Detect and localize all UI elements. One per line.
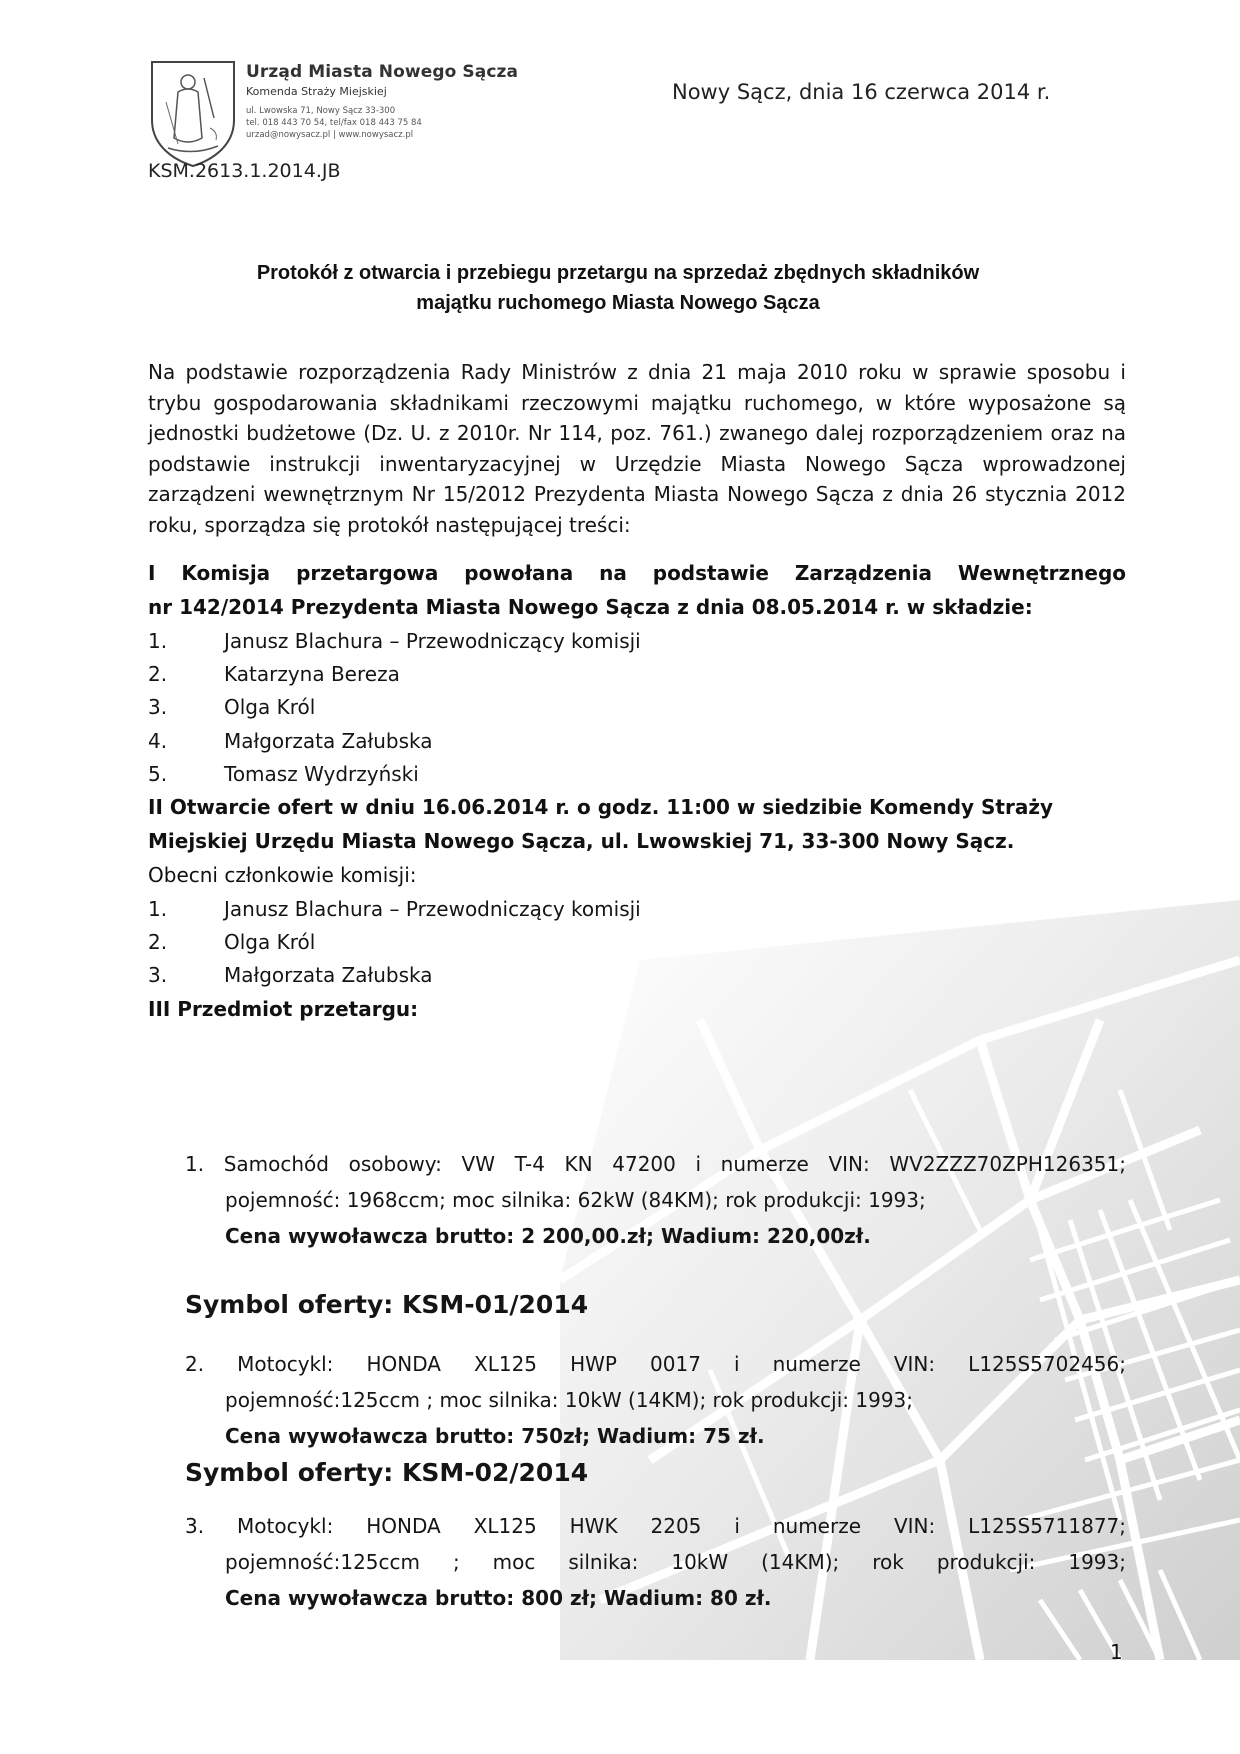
item-specs: pojemność:125ccm ; moc silnika: 10kW (14KM); rok produkcji: 1993; xyxy=(225,1550,1126,1574)
section-2-line-1: II Otwarcie ofert w dniu 16.06.2014 r. o godz. 11:00 w siedzibie Komendy Straży xyxy=(148,795,1054,819)
tender-item xyxy=(185,1508,1126,1616)
member-name: Olga Król xyxy=(224,930,316,954)
commission-member: 1. Janusz Blachura – Przewodniczący komisji xyxy=(148,629,641,653)
contact-block xyxy=(246,105,518,141)
tender-item xyxy=(185,1146,1126,1254)
member-name: Małgorzata Załubska xyxy=(224,729,433,753)
commission-member: 5. Tomasz Wydrzyński xyxy=(148,762,419,786)
tender-item xyxy=(185,1346,1126,1454)
present-member: 2. Olga Król xyxy=(148,930,316,954)
section-2-heading xyxy=(148,790,1126,892)
section-1-heading xyxy=(148,556,1126,624)
title-line-2: majątku ruchomego Miasta Nowego Sącza xyxy=(416,292,820,314)
present-members-label: Obecni członkowie komisji: xyxy=(148,863,417,887)
item-price: Cena wywoławcza brutto: 800 zł; Wadium: 80 zł. xyxy=(225,1586,772,1610)
item-specs: pojemność: 1968ccm; moc silnika: 62kW (84KM); rok produkcji: 1993; xyxy=(225,1188,926,1212)
offer-symbol: Symbol oferty: KSM-02/2014 xyxy=(185,1458,589,1487)
commission-member: 2. Katarzyna Bereza xyxy=(148,662,400,686)
section-3-heading: III Przedmiot przetargu: xyxy=(148,997,419,1021)
member-name: Tomasz Wydrzyński xyxy=(224,762,419,786)
section-1-line-1: I Komisja przetargowa powołana na podstawie Zarządzenia Wewnętrznego xyxy=(148,561,1126,585)
title-line-1: Protokół z otwarcia i przebiegu przetargu na sprzedaż zbędnych składników xyxy=(256,262,980,284)
member-name: Janusz Blachura – Przewodniczący komisji xyxy=(224,629,641,653)
web-line: urzad@nowysacz.pl | www.nowysacz.pl xyxy=(246,130,414,140)
offer-symbol: Symbol oferty: KSM-01/2014 xyxy=(185,1290,589,1319)
present-member: 1. Janusz Blachura – Przewodniczący komisji xyxy=(148,897,641,921)
section-2-line-2: Miejskiej Urzędu Miasta Nowego Sącza, ul. Lwowskiej 71, 33-300 Nowy Sącz. xyxy=(148,829,1015,853)
present-member: 3. Małgorzata Załubska xyxy=(148,963,433,987)
item-price: Cena wywoławcza brutto: 750zł; Wadium: 75 zł. xyxy=(225,1424,765,1448)
phone-line: tel. 018 443 70 54, tel/fax 018 443 75 84 xyxy=(246,118,422,128)
intro-paragraph: Na podstawie rozporządzenia Rady Ministrów z dnia 21 maja 2010 roku w sprawie sposobu i trybu gospodarowania składnikami rzeczowymi majątku ruchomego, w które wyposażone są jednostki budżetowe (Dz. U. z 2010r. Nr 114, poz. 761.) zwanego dalej rozporządzeniem oraz na podstawie instrukcji inwentaryzacyjnej w Urzędzie Miasta Nowego Sącza wprowadzonej zarządzeni wewnętrznym Nr 15/2012 Prezydenta Miasta Nowego Sącza z dnia 26 stycznia 2012 roku, sporządza się protokół następującej treści: xyxy=(148,360,1126,537)
member-name: Katarzyna Bereza xyxy=(224,662,400,686)
item-price: Cena wywoławcza brutto: 2 200,00.zł; Wadium: 220,00zł. xyxy=(225,1224,871,1248)
page-number: 1 xyxy=(1110,1640,1123,1664)
city-coat-of-arms-icon xyxy=(148,58,238,168)
member-name: Olga Król xyxy=(224,695,316,719)
member-name: Małgorzata Załubska xyxy=(224,963,433,987)
commission-member: 4. Małgorzata Załubska xyxy=(148,729,433,753)
member-name: Janusz Blachura – Przewodniczący komisji xyxy=(224,897,641,921)
letterhead xyxy=(246,62,518,141)
reference-number: KSM.2613.1.2014.JB xyxy=(148,160,341,182)
section-1-line-2: nr 142/2014 Prezydenta Miasta Nowego Sącza z dnia 08.05.2014 r. w składzie: xyxy=(148,595,1033,619)
item-description: 1. Samochód osobowy: VW T-4 KN 47200 i numerze VIN: WV2ZZZ70ZPH126351; xyxy=(185,1152,1126,1176)
item-description: 2. Motocykl: HONDA XL125 HWP 0017 i numerze VIN: L125S5702456; xyxy=(185,1352,1126,1376)
place-and-date: Nowy Sącz, dnia 16 czerwca 2014 r. xyxy=(672,80,1051,104)
document-title xyxy=(148,258,1088,318)
item-specs: pojemność:125ccm ; moc silnika: 10kW (14KM); rok produkcji: 1993; xyxy=(225,1388,914,1412)
organization-unit: Komenda Straży Miejskiej xyxy=(246,85,387,98)
organization-name: Urząd Miasta Nowego Sącza xyxy=(246,62,519,82)
address-line: ul. Lwowska 71, Nowy Sącz 33-300 xyxy=(246,106,396,116)
item-description: 3. Motocykl: HONDA XL125 HWK 2205 i numerze VIN: L125S5711877; xyxy=(185,1514,1126,1538)
commission-member: 3. Olga Król xyxy=(148,695,316,719)
